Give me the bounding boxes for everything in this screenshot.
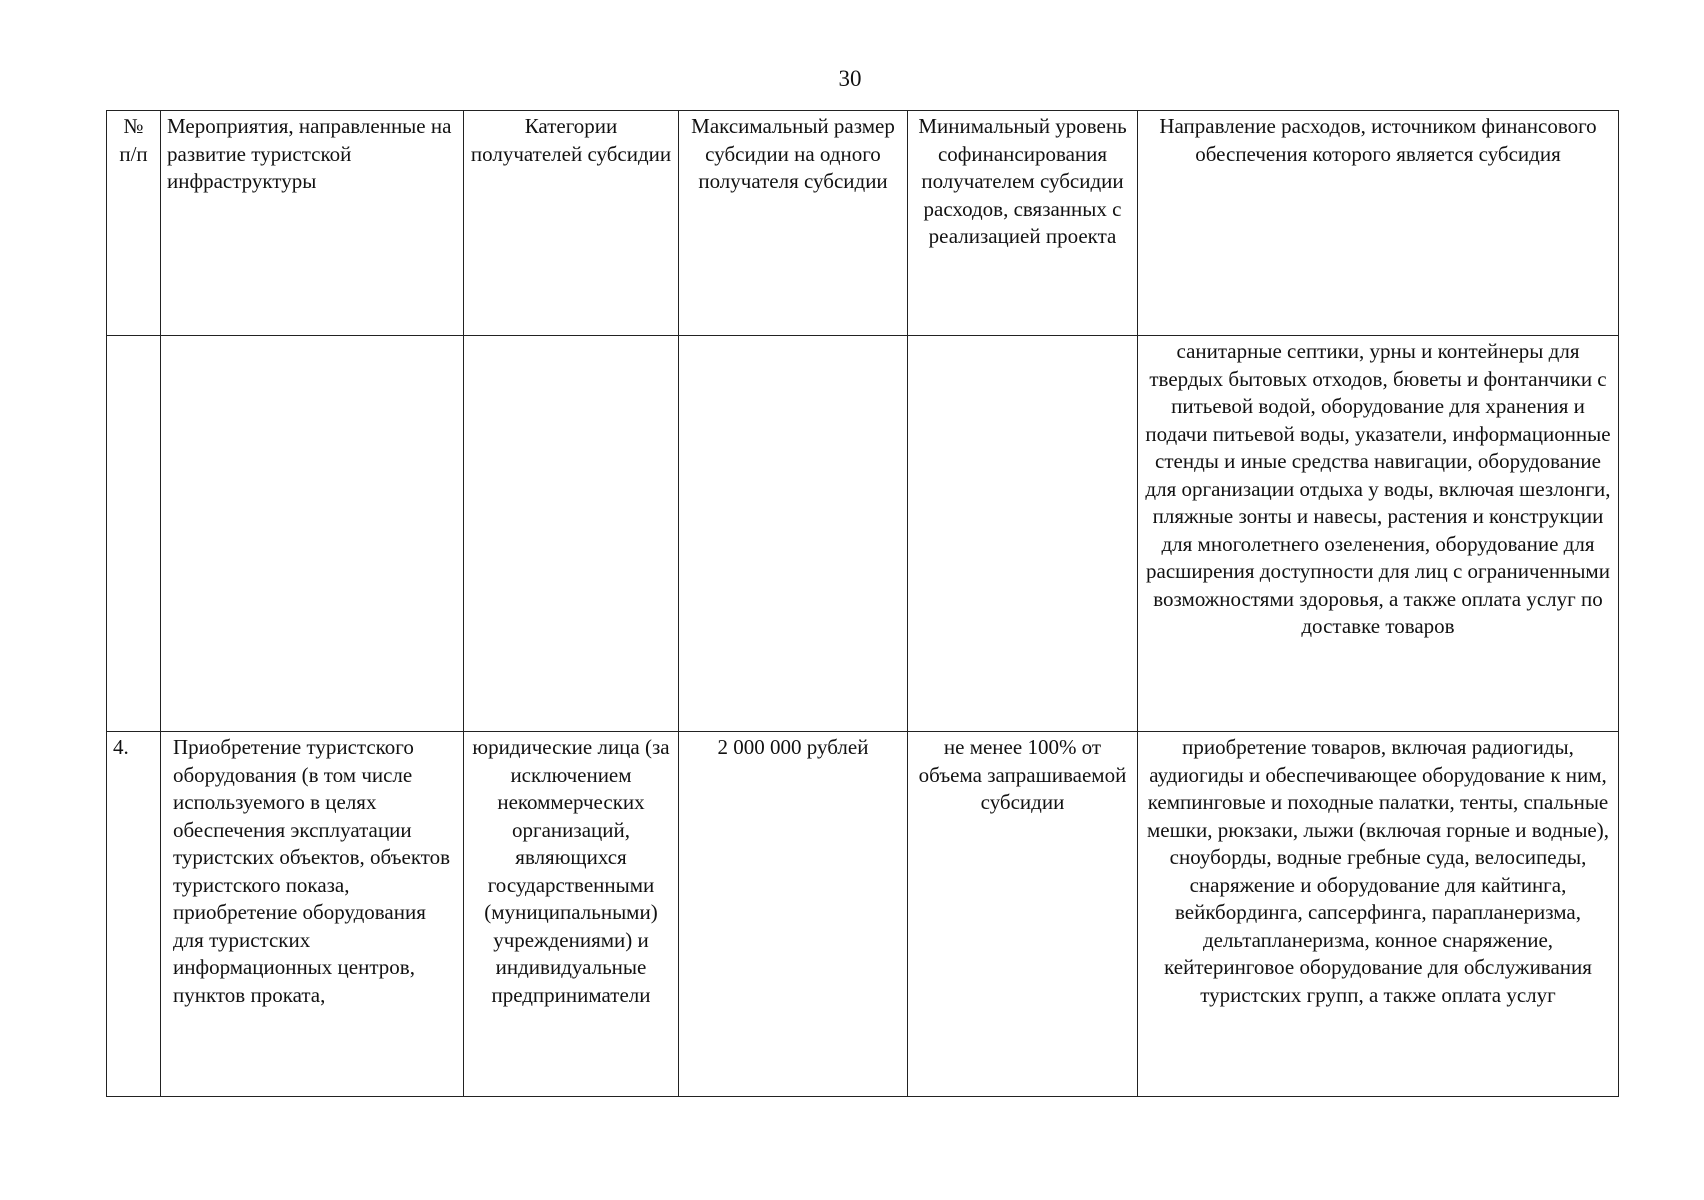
row-measure: Приобретение туристского оборудования (в том числе используемого в целях обеспечения эксплуатации туристских объектов, объектов туристского показа, приобретение оборудования для туристских информационных центров, пунктов проката,	[161, 732, 464, 1097]
header-max-subsidy: Максимальный размер субсидии на одного получателя субсидии	[679, 111, 908, 336]
header-expense-direction: Направление расходов, источником финансового обеспечения которого является субсидия	[1138, 111, 1619, 336]
row-categories: юридические лица (за исключением некоммерческих организаций, являющихся государственными (муниципальными) учреждениями) и индивидуальные предприниматели	[464, 732, 679, 1097]
table-header-row	[107, 111, 1619, 336]
row-measure	[161, 336, 464, 732]
row-number	[107, 336, 161, 732]
row-min-cofinancing	[908, 336, 1138, 732]
table-row	[107, 732, 1619, 1097]
row-max-subsidy: 2 000 000 рублей	[679, 732, 908, 1097]
header-categories: Категории получателей субсидии	[464, 111, 679, 336]
header-min-cofinancing: Минимальный уровень софинансирования получателем субсидии расходов, связанных с реализацией проекта	[908, 111, 1138, 336]
row-expense-direction: приобретение товаров, включая радиогиды, аудиогиды и обеспечивающее оборудование к ним, кемпинговые и походные палатки, тенты, спальные мешки, рюкзаки, лыжи (включая горные и водные), сноуборды, водные гребные суда, велосипеды, снаряжение и оборудование для кайтинга, вейкбординга, сапсерфинга, парапланеризма, дельтапланеризма, конное снаряжение, кейтеринговое оборудование для обслуживания туристских групп, а также оплата услуг	[1138, 732, 1619, 1097]
row-number: 4.	[107, 732, 161, 1097]
row-expense-direction: санитарные септики, урны и контейнеры для твердых бытовых отходов, бюветы и фонтанчики с питьевой водой, оборудование для хранения и подачи питьевой воды, указатели, информационные стенды и иные средства навигации, оборудование для организации отдыха у воды, включая шезлонги, пляжные зонты и навесы, растения и конструкции для многолетнего озеленения, оборудование для расширения доступности для лиц с ограниченными возможностями здоровья, а также оплата услуг по доставке товаров	[1138, 336, 1619, 732]
row-categories	[464, 336, 679, 732]
row-max-subsidy	[679, 336, 908, 732]
row-min-cofinancing: не менее 100% от объема запрашиваемой субсидии	[908, 732, 1138, 1097]
header-number: № п/п	[107, 111, 161, 336]
subsidy-table	[106, 110, 1619, 1097]
page-number: 30	[838, 66, 862, 91]
header-measures: Мероприятия, направленные на развитие туристской инфраструктуры	[161, 111, 464, 336]
table-row	[107, 336, 1619, 732]
